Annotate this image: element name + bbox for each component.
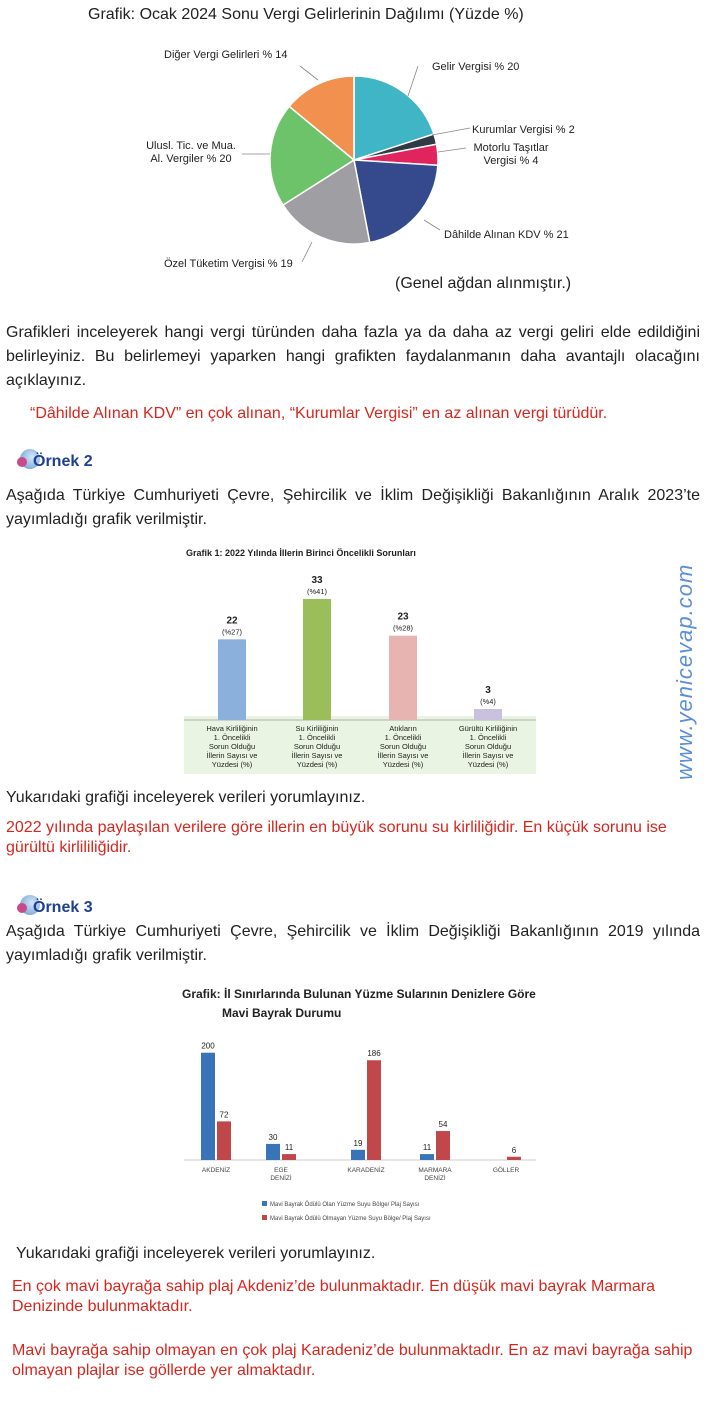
pie-leader-line	[424, 220, 440, 230]
chart3-legend-label: Mavi Bayrak Ödülü Olan Yüzme Suyu Bölge/ Plaj Sayısı	[270, 1202, 420, 1208]
chart3-value-label: 30	[268, 1132, 278, 1142]
chart2-category-label: 1. Öncelikli	[298, 733, 336, 742]
chart3-bar-blue	[420, 1154, 434, 1160]
chart2-category-label: 1. Öncelikli	[213, 733, 251, 742]
chart3-bar-red	[217, 1121, 231, 1160]
chart2-value-label: 33	[311, 575, 323, 586]
example-2-answer: 2022 yılında paylaşılan verilere göre illerin en büyük sorunu su kirliliğidir. En küçük sorunu ise gürültü kirlililiğidir.	[6, 819, 667, 856]
chart2-category-label: Sorun Olduğu	[464, 742, 512, 751]
pie-chart-title: Grafik: Ocak 2024 Sonu Vergi Gelirlerinin Dağılımı (Yüzde %)	[88, 6, 524, 23]
pie-label-diger: Diğer Vergi Gelirleri % 14	[164, 49, 288, 61]
chart2-category-label: Yüzdesi (%)	[382, 760, 424, 769]
chart3-legend-swatch	[262, 1215, 267, 1220]
pie-source-note: (Genel ağdan alınmıştır.)	[395, 275, 572, 292]
chart2-category-label: 1. Öncelikli	[384, 733, 422, 742]
chart2-panel	[180, 540, 540, 775]
section1-question: Grafikleri inceleyerek hangi vergi türünden daha fazla ya da daha az vergi geliri elde edildiğini belirleyiniz. Bu belirlemeyi yaparken hangi grafikten faydalanmanın daha avantajlı olacağını açıklayınız.	[6, 324, 700, 389]
chart2-bar	[303, 599, 331, 720]
chart3-bar-blue	[201, 1053, 215, 1160]
chart2-category-label: Sorun Olduğu	[293, 742, 341, 751]
pie-label-otv: Özel Tüketim Vergisi % 19	[164, 258, 293, 270]
chart2-category-label: Atıkların	[389, 724, 417, 733]
pie-label-kdv: Dâhilde Alınan KDV % 21	[444, 229, 569, 241]
chart3-category-label: DENİZİ	[424, 1175, 446, 1182]
chart3-value-label: 72	[219, 1110, 229, 1120]
chart2-value-label: 23	[397, 611, 409, 623]
example-2-intro: Aşağıda Türkiye Cumhuriyeti Çevre, Şehircilik ve İklim Değişikliği Bakanlığının Aralık 2023’te yayımladığı grafik verilmiştir.	[6, 487, 700, 528]
chart3-category-label: MARMARA	[418, 1167, 452, 1174]
chart3-title-line2: Mavi Bayrak Durumu	[222, 1006, 342, 1020]
chart2-bar	[389, 636, 417, 720]
chart3-title-line1: Grafik: İl Sınırlarında Bulunan Yüzme Sularının Denizlere Göre	[182, 987, 536, 1001]
chart2-percent-label: (%28)	[392, 623, 414, 633]
chart2-category-label: İllerin Sayısı ve	[291, 751, 343, 760]
example-3-label: Örnek 3	[33, 899, 93, 916]
chart2-value-label: 3	[485, 685, 491, 696]
chart3-value-label: 11	[422, 1143, 432, 1153]
example-2-question: Yukarıdaki grafiği inceleyerek verileri yorumlayınız.	[6, 789, 366, 806]
chart3-bar-blue	[351, 1150, 365, 1160]
chart3-plot	[178, 982, 543, 1232]
chart2-plot	[180, 540, 540, 775]
chart3-category-label: AKDENİZ	[201, 1167, 231, 1174]
example-3-answer-2: Mavi bayrağa sahip olmayan en çok plaj Karadeniz’de bulunmaktadır. En az mavi bayrağa sahip olmayan plajlar ise göllerde yer almaktadır.	[12, 1342, 693, 1379]
chart3-bar-red	[507, 1157, 521, 1160]
chart2-category-label: Sorun Olduğu	[208, 742, 256, 751]
chart3-legend-swatch	[262, 1201, 267, 1206]
chart2-category-label: Su Kirliliğinin	[295, 724, 339, 733]
pie-label-motorlu: Motorlu Taşıtlar Vergisi % 4	[473, 142, 549, 167]
chart3-category-label: EGE	[274, 1167, 288, 1174]
chart3-bar-blue	[266, 1144, 280, 1160]
chart3-category-label: DENİZİ	[270, 1175, 292, 1182]
pie-chart	[0, 30, 709, 280]
chart3-category-label: KARADENİZ	[347, 1167, 385, 1174]
chart2-category-label: Yüzdesi (%)	[467, 760, 509, 769]
chart2-category-label: Sorun Olduğu	[379, 742, 427, 751]
chart2-category-label: İllerin Sayısı ve	[377, 751, 429, 760]
example-3-question: Yukarıdaki grafiği inceleyerek verileri yorumlayınız.	[16, 1245, 376, 1262]
chart3-bar-red	[367, 1060, 381, 1160]
chart2-percent-label: (%41)	[306, 587, 328, 596]
section1-answer: “Dâhilde Alınan KDV” en çok alınan, “Kurumlar Vergisi” en az alınan vergi türüdür.	[30, 405, 608, 422]
pie-label-gelir: Gelir Vergisi % 20	[432, 61, 520, 73]
chart3-panel	[178, 982, 543, 1232]
chart2-category-label: İllerin Sayısı ve	[462, 751, 514, 760]
chart3-value-label: 19	[353, 1138, 363, 1148]
chart3-value-label: 54	[438, 1120, 448, 1130]
pie-leader-line	[300, 66, 318, 80]
pie-label-ulusl: Ulusl. Tic. ve Mua. Al. Vergiler % 20	[146, 140, 236, 165]
chart2-category-label: Yüzdesi (%)	[296, 760, 338, 769]
chart3-value-label: 200	[201, 1041, 215, 1051]
chart3-value-label: 11	[284, 1143, 294, 1153]
chart2-category-label: Hava Kirliliğinin	[206, 724, 258, 733]
chart2-title: Grafik 1: 2022 Yılında İllerin Birinci Öncelikli Sorunları	[186, 548, 416, 558]
chart2-category-label: Gürültü Kirliliğinin	[458, 724, 518, 733]
chart3-value-label: 6	[511, 1145, 517, 1155]
chart2-bar	[218, 639, 246, 720]
pie-leader-line	[432, 128, 470, 135]
chart3-value-label: 186	[367, 1049, 381, 1059]
pie-leader-line	[438, 148, 466, 152]
example-3-intro: Aşağıda Türkiye Cumhuriyeti Çevre, Şehircilik ve İklim Değişikliği Bakanlığının 2019 yılında yayımladığı grafik verilmiştir.	[6, 923, 700, 964]
chart2-category-label: Yüzdesi (%)	[211, 760, 253, 769]
watermark: www.yenicevap.com	[672, 563, 697, 780]
chart2-value-label: 22	[226, 615, 238, 627]
pie-leader-line	[302, 242, 312, 262]
example-3-answer-1: En çok mavi bayrağa sahip plaj Akdeniz’de bulunmaktadır. En düşük mavi bayrak Marmara Denizinde bulunmaktadır.	[12, 1278, 655, 1315]
chart2-percent-label: (%27)	[221, 627, 243, 637]
chart3-bar-red	[282, 1154, 296, 1160]
chart3-bar-red	[436, 1131, 450, 1160]
chart3-category-label: GÖLLER	[492, 1167, 520, 1174]
example-2-label: Örnek 2	[33, 453, 93, 470]
chart2-category-label: 1. Öncelikli	[469, 733, 507, 742]
pie-label-kurumlar: Kurumlar Vergisi % 2	[472, 124, 575, 136]
pie-leader-line	[408, 66, 418, 96]
chart3-legend-label: Mavi Bayrak Ödülü Olmayan Yüzme Suyu Bölge/ Plaj Sayısı	[270, 1216, 431, 1222]
chart2-category-label: İllerin Sayısı ve	[206, 751, 258, 760]
chart2-bar	[474, 709, 502, 720]
chart2-percent-label: (%4)	[480, 697, 496, 706]
